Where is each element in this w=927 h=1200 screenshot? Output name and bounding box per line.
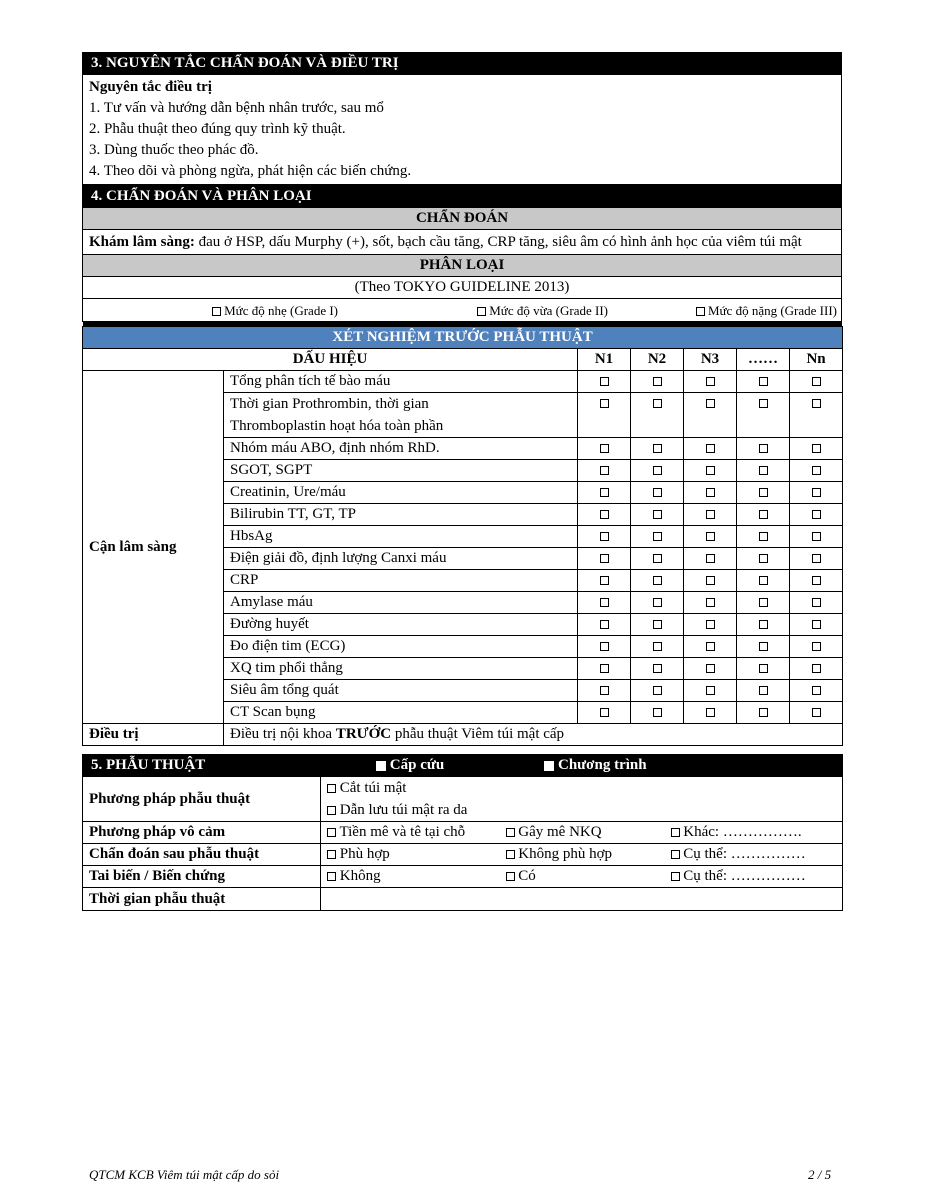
test-checkbox[interactable] <box>759 576 768 585</box>
method-options <box>321 777 843 822</box>
test-checkbox[interactable] <box>653 377 662 386</box>
test-checkbox-cell[interactable] <box>631 570 684 592</box>
section-3-title: 3. NGUYÊN TẮC CHẨN ĐOÁN VÀ ĐIỀU TRỊ <box>83 53 842 75</box>
diagnosis-header: CHẨN ĐOÁN <box>83 208 842 230</box>
test-checkbox-cell[interactable] <box>578 371 631 393</box>
test-checkbox[interactable] <box>600 664 609 673</box>
postop-diagnosis-checkbox[interactable] <box>506 850 515 859</box>
grade-options <box>83 299 842 322</box>
test-checkbox[interactable] <box>653 620 662 629</box>
postop-diagnosis-option[interactable]: Cụ thể: …………… <box>665 844 843 866</box>
footer-title: QTCM KCB Viêm túi mật cấp do sỏi <box>89 1167 280 1182</box>
test-checkbox[interactable] <box>600 399 609 408</box>
test-checkbox-cell[interactable] <box>631 548 684 570</box>
test-checkbox-cell[interactable] <box>631 482 684 504</box>
test-checkbox-cell[interactable] <box>737 614 790 636</box>
test-checkbox-cell[interactable] <box>737 570 790 592</box>
postop-diagnosis-label: Chẩn đoán sau phẫu thuật <box>83 844 321 866</box>
test-checkbox-cell[interactable] <box>790 680 843 702</box>
test-checkbox-cell[interactable] <box>737 526 790 548</box>
section-5-table <box>82 754 843 911</box>
test-checkbox-cell[interactable] <box>631 438 684 460</box>
test-checkbox[interactable] <box>759 399 768 408</box>
anesthesia-option[interactable]: Tiền mê và tê tại chỗ <box>321 822 500 844</box>
test-name: Siêu âm tổng quát <box>224 680 578 702</box>
complication-option[interactable]: Cụ thể: …………… <box>665 866 843 888</box>
test-checkbox-cell[interactable] <box>737 592 790 614</box>
anesthesia-label: Phương pháp vô cảm <box>83 822 321 844</box>
test-checkbox-cell[interactable] <box>684 393 737 438</box>
test-checkbox-cell[interactable] <box>684 592 737 614</box>
principles-subtitle: Nguyên tắc điều trị <box>89 79 212 95</box>
surgery-time-field[interactable] <box>321 888 843 911</box>
test-name: Creatinin, Ure/máu <box>224 482 578 504</box>
test-checkbox[interactable] <box>812 488 821 497</box>
section-4-title: 4. CHẨN ĐOÁN VÀ PHÂN LOẠI <box>83 186 842 208</box>
test-checkbox[interactable] <box>812 642 821 651</box>
test-checkbox[interactable] <box>706 466 715 475</box>
col-header: …… <box>737 349 790 371</box>
test-checkbox-cell[interactable] <box>631 702 684 724</box>
test-checkbox[interactable] <box>759 510 768 519</box>
test-checkbox[interactable] <box>759 664 768 673</box>
test-checkbox-cell[interactable] <box>790 504 843 526</box>
test-checkbox-cell[interactable] <box>737 658 790 680</box>
test-checkbox-cell[interactable] <box>790 592 843 614</box>
test-checkbox-cell[interactable] <box>790 636 843 658</box>
test-checkbox[interactable] <box>706 510 715 519</box>
principle-item: 1. Tư vấn và hướng dẫn bệnh nhân trước, sau mổ <box>89 100 384 116</box>
test-name: Amylase máu <box>224 592 578 614</box>
test-checkbox[interactable] <box>706 664 715 673</box>
test-checkbox[interactable] <box>653 664 662 673</box>
col-header: N1 <box>578 349 631 371</box>
test-checkbox[interactable] <box>653 510 662 519</box>
test-checkbox[interactable] <box>706 377 715 386</box>
postop-diagnosis-checkbox[interactable] <box>327 850 336 859</box>
principle-item: 4. Theo dõi và phòng ngừa, phát hiện các biến chứng. <box>89 163 412 179</box>
test-checkbox-cell[interactable] <box>578 614 631 636</box>
surgery-time-label: Thời gian phẫu thuật <box>83 888 321 911</box>
grade-1-label: Mức độ nhẹ (Grade I) <box>224 302 338 318</box>
treatment-text: Điều trị nội khoa TRƯỚC phẫu thuật Viêm túi mật cấp <box>224 724 843 746</box>
test-checkbox-cell[interactable] <box>684 658 737 680</box>
test-checkbox-cell[interactable] <box>631 393 684 438</box>
test-checkbox-cell[interactable] <box>684 702 737 724</box>
test-checkbox-cell[interactable] <box>737 636 790 658</box>
test-checkbox[interactable] <box>706 554 715 563</box>
test-checkbox[interactable] <box>759 532 768 541</box>
grade-1-option[interactable] <box>83 300 338 321</box>
test-checkbox[interactable] <box>812 576 821 585</box>
anesthesia-checkbox[interactable] <box>327 828 336 837</box>
test-checkbox[interactable] <box>759 377 768 386</box>
clinical-exam <box>83 230 842 255</box>
test-checkbox[interactable] <box>812 620 821 629</box>
test-checkbox-cell[interactable] <box>790 548 843 570</box>
emergency-checkbox[interactable] <box>376 761 386 771</box>
treatment-principles <box>83 75 842 185</box>
test-checkbox-cell[interactable] <box>578 570 631 592</box>
test-checkbox-cell[interactable] <box>737 548 790 570</box>
test-checkbox[interactable] <box>706 598 715 607</box>
method-option[interactable]: Dẫn lưu túi mật ra da <box>327 799 836 821</box>
test-checkbox[interactable] <box>653 444 662 453</box>
test-checkbox-cell[interactable] <box>737 482 790 504</box>
test-checkbox[interactable] <box>653 466 662 475</box>
test-checkbox[interactable] <box>706 532 715 541</box>
test-checkbox-cell[interactable] <box>578 438 631 460</box>
complication-label: Tai biến / Biến chứng <box>83 866 321 888</box>
test-checkbox[interactable] <box>653 488 662 497</box>
method-checkbox[interactable] <box>327 806 336 815</box>
test-checkbox[interactable] <box>653 532 662 541</box>
complication-option[interactable]: Có <box>500 866 665 888</box>
complication-checkbox[interactable] <box>671 872 680 881</box>
test-checkbox-cell[interactable] <box>684 438 737 460</box>
test-name: Đo điện tim (ECG) <box>224 636 578 658</box>
test-checkbox[interactable] <box>600 576 609 585</box>
test-checkbox[interactable] <box>600 444 609 453</box>
test-checkbox[interactable] <box>812 686 821 695</box>
test-checkbox-cell[interactable] <box>790 482 843 504</box>
section-4-table <box>82 185 842 326</box>
test-name: Nhóm máu ABO, định nhóm RhD. <box>224 438 578 460</box>
test-checkbox-cell[interactable] <box>684 636 737 658</box>
test-checkbox-cell[interactable] <box>684 460 737 482</box>
test-checkbox[interactable] <box>812 664 821 673</box>
test-checkbox-cell[interactable] <box>684 614 737 636</box>
anesthesia-checkbox[interactable] <box>506 828 515 837</box>
test-checkbox-cell[interactable] <box>737 371 790 393</box>
test-checkbox-cell[interactable] <box>790 438 843 460</box>
test-checkbox[interactable] <box>812 532 821 541</box>
test-checkbox-cell[interactable] <box>790 658 843 680</box>
test-checkbox-cell[interactable] <box>578 636 631 658</box>
section-5-title: 5. PHẪU THUẬT <box>83 755 321 777</box>
test-checkbox-cell[interactable] <box>578 482 631 504</box>
test-checkbox[interactable] <box>600 377 609 386</box>
test-checkbox[interactable] <box>812 598 821 607</box>
test-name: Tổng phân tích tế bào máu <box>224 371 578 393</box>
grade-1-checkbox[interactable] <box>212 307 221 316</box>
test-name: Thời gian Prothrombin, thời gian Thromboplastin hoạt hóa toàn phần <box>224 393 578 438</box>
test-checkbox[interactable] <box>706 686 715 695</box>
test-checkbox-cell[interactable] <box>737 393 790 438</box>
test-checkbox[interactable] <box>812 377 821 386</box>
anesthesia-option[interactable]: Gây mê NKQ <box>500 822 665 844</box>
test-checkbox[interactable] <box>812 399 821 408</box>
postop-diagnosis-checkbox[interactable] <box>671 850 680 859</box>
test-checkbox[interactable] <box>706 444 715 453</box>
method-checkbox[interactable] <box>327 784 336 793</box>
complication-checkbox[interactable] <box>506 872 515 881</box>
principle-item: 3. Dùng thuốc theo phác đồ. <box>89 142 259 158</box>
page-number: 2 / 5 <box>808 1167 832 1182</box>
test-checkbox-cell[interactable] <box>631 592 684 614</box>
postop-diagnosis-option[interactable]: Phù hợp <box>321 844 500 866</box>
test-checkbox[interactable] <box>706 576 715 585</box>
treatment-label: Điều trị <box>83 724 224 746</box>
test-checkbox[interactable] <box>759 642 768 651</box>
test-checkbox-cell[interactable] <box>631 526 684 548</box>
test-checkbox-cell[interactable] <box>578 592 631 614</box>
test-checkbox-cell[interactable] <box>684 680 737 702</box>
principle-item: 2. Phẫu thuật theo đúng quy trình kỹ thuật. <box>89 121 346 137</box>
test-checkbox[interactable] <box>600 488 609 497</box>
preop-tests-title: XÉT NGHIỆM TRƯỚC PHẪU THUẬT <box>83 327 843 349</box>
test-checkbox-cell[interactable] <box>578 702 631 724</box>
test-checkbox-cell[interactable] <box>790 460 843 482</box>
test-checkbox[interactable] <box>759 620 768 629</box>
test-checkbox[interactable] <box>600 686 609 695</box>
test-checkbox-cell[interactable] <box>790 570 843 592</box>
test-checkbox[interactable] <box>653 598 662 607</box>
complication-checkbox[interactable] <box>327 872 336 881</box>
test-checkbox-cell[interactable] <box>578 504 631 526</box>
grade-3-option[interactable] <box>608 300 837 321</box>
section-3-table <box>82 52 842 185</box>
test-checkbox[interactable] <box>759 488 768 497</box>
test-checkbox-cell[interactable] <box>578 460 631 482</box>
test-checkbox-cell[interactable] <box>631 371 684 393</box>
test-checkbox-cell[interactable] <box>631 504 684 526</box>
test-checkbox-cell[interactable] <box>684 371 737 393</box>
clinical-text: đau ở HSP, dấu Murphy (+), sốt, bạch cầu tăng, CRP tăng, siêu âm có hình ảnh học của viêm túi mật <box>194 234 802 250</box>
test-name: CRP <box>224 570 578 592</box>
test-checkbox-cell[interactable] <box>737 680 790 702</box>
anesthesia-checkbox[interactable] <box>671 828 680 837</box>
grade-2-label: Mức độ vừa (Grade II) <box>489 302 608 318</box>
test-name: XQ tim phổi thẳng <box>224 658 578 680</box>
test-checkbox-cell[interactable] <box>578 680 631 702</box>
test-checkbox[interactable] <box>653 576 662 585</box>
col-header: N3 <box>684 349 737 371</box>
test-checkbox-cell[interactable] <box>631 636 684 658</box>
method-label: Phương pháp phẫu thuật <box>83 777 321 822</box>
test-checkbox-cell[interactable] <box>684 548 737 570</box>
test-checkbox-cell[interactable] <box>790 614 843 636</box>
grade-2-option[interactable] <box>338 300 608 321</box>
test-checkbox[interactable] <box>600 554 609 563</box>
test-checkbox[interactable] <box>706 642 715 651</box>
test-checkbox[interactable] <box>653 642 662 651</box>
test-checkbox[interactable] <box>812 444 821 453</box>
test-row <box>83 371 843 393</box>
col-header: Nn <box>790 349 843 371</box>
test-checkbox[interactable] <box>812 708 821 717</box>
test-checkbox[interactable] <box>812 554 821 563</box>
grade-2-checkbox[interactable] <box>477 307 486 316</box>
test-checkbox[interactable] <box>759 466 768 475</box>
scheduled-option[interactable]: Chương trình <box>500 755 843 777</box>
test-name: Điện giải đồ, định lượng Canxi máu <box>224 548 578 570</box>
sign-header: DẤU HIỆU <box>83 349 578 371</box>
guideline-text: (Theo TOKYO GUIDELINE 2013) <box>83 277 842 299</box>
test-checkbox[interactable] <box>706 620 715 629</box>
test-name: SGOT, SGPT <box>224 460 578 482</box>
test-checkbox-cell[interactable] <box>790 702 843 724</box>
document-page <box>82 52 842 911</box>
test-checkbox[interactable] <box>759 554 768 563</box>
test-checkbox-cell[interactable] <box>684 482 737 504</box>
anesthesia-option[interactable]: Khác: ……………. <box>665 822 843 844</box>
col-header: N2 <box>631 349 684 371</box>
test-checkbox-cell[interactable] <box>684 570 737 592</box>
test-checkbox[interactable] <box>600 642 609 651</box>
test-checkbox[interactable] <box>812 466 821 475</box>
test-checkbox[interactable] <box>706 708 715 717</box>
test-checkbox[interactable] <box>653 708 662 717</box>
test-checkbox-cell[interactable] <box>684 526 737 548</box>
grade-3-checkbox[interactable] <box>696 307 705 316</box>
test-checkbox[interactable] <box>653 686 662 695</box>
test-checkbox[interactable] <box>600 598 609 607</box>
test-checkbox[interactable] <box>812 510 821 519</box>
test-checkbox-cell[interactable] <box>737 504 790 526</box>
test-name: CT Scan bụng <box>224 702 578 724</box>
test-checkbox[interactable] <box>600 708 609 717</box>
test-checkbox-cell[interactable] <box>578 548 631 570</box>
test-checkbox-cell[interactable] <box>737 702 790 724</box>
test-checkbox-cell[interactable] <box>631 460 684 482</box>
test-name: HbsAg <box>224 526 578 548</box>
test-checkbox-cell[interactable] <box>684 504 737 526</box>
test-checkbox[interactable] <box>759 598 768 607</box>
test-name: Đường huyết <box>224 614 578 636</box>
test-checkbox-cell[interactable] <box>578 393 631 438</box>
test-checkbox-cell[interactable] <box>578 526 631 548</box>
test-checkbox[interactable] <box>600 620 609 629</box>
paraclinical-label: Cận lâm sàng <box>83 371 224 724</box>
test-checkbox[interactable] <box>600 466 609 475</box>
test-checkbox[interactable] <box>706 488 715 497</box>
test-checkbox-cell[interactable] <box>737 438 790 460</box>
preop-tests-table <box>82 326 843 746</box>
test-checkbox[interactable] <box>706 399 715 408</box>
method-option[interactable]: Cắt túi mật <box>327 777 836 799</box>
test-checkbox[interactable] <box>600 532 609 541</box>
postop-diagnosis-option[interactable]: Không phù hợp <box>500 844 665 866</box>
test-checkbox-cell[interactable] <box>790 371 843 393</box>
scheduled-checkbox[interactable] <box>544 761 554 771</box>
test-checkbox[interactable] <box>759 444 768 453</box>
test-name: Bilirubin TT, GT, TP <box>224 504 578 526</box>
test-checkbox[interactable] <box>653 554 662 563</box>
test-checkbox-cell[interactable] <box>631 614 684 636</box>
emergency-option[interactable]: Cấp cứu <box>321 755 500 777</box>
principles-list <box>89 98 835 182</box>
test-checkbox[interactable] <box>759 686 768 695</box>
test-checkbox-cell[interactable] <box>790 526 843 548</box>
test-checkbox[interactable] <box>653 399 662 408</box>
test-checkbox-cell[interactable] <box>737 460 790 482</box>
test-checkbox-cell[interactable] <box>790 393 843 438</box>
test-checkbox[interactable] <box>600 510 609 519</box>
classification-header: PHÂN LOẠI <box>83 255 842 277</box>
complication-option[interactable]: Không <box>321 866 500 888</box>
test-checkbox-cell[interactable] <box>631 658 684 680</box>
grade-3-label: Mức độ nặng (Grade III) <box>707 302 837 318</box>
test-checkbox-cell[interactable] <box>631 680 684 702</box>
test-checkbox-cell[interactable] <box>578 658 631 680</box>
clinical-label: Khám lâm sàng: <box>89 234 195 250</box>
test-checkbox[interactable] <box>759 708 768 717</box>
